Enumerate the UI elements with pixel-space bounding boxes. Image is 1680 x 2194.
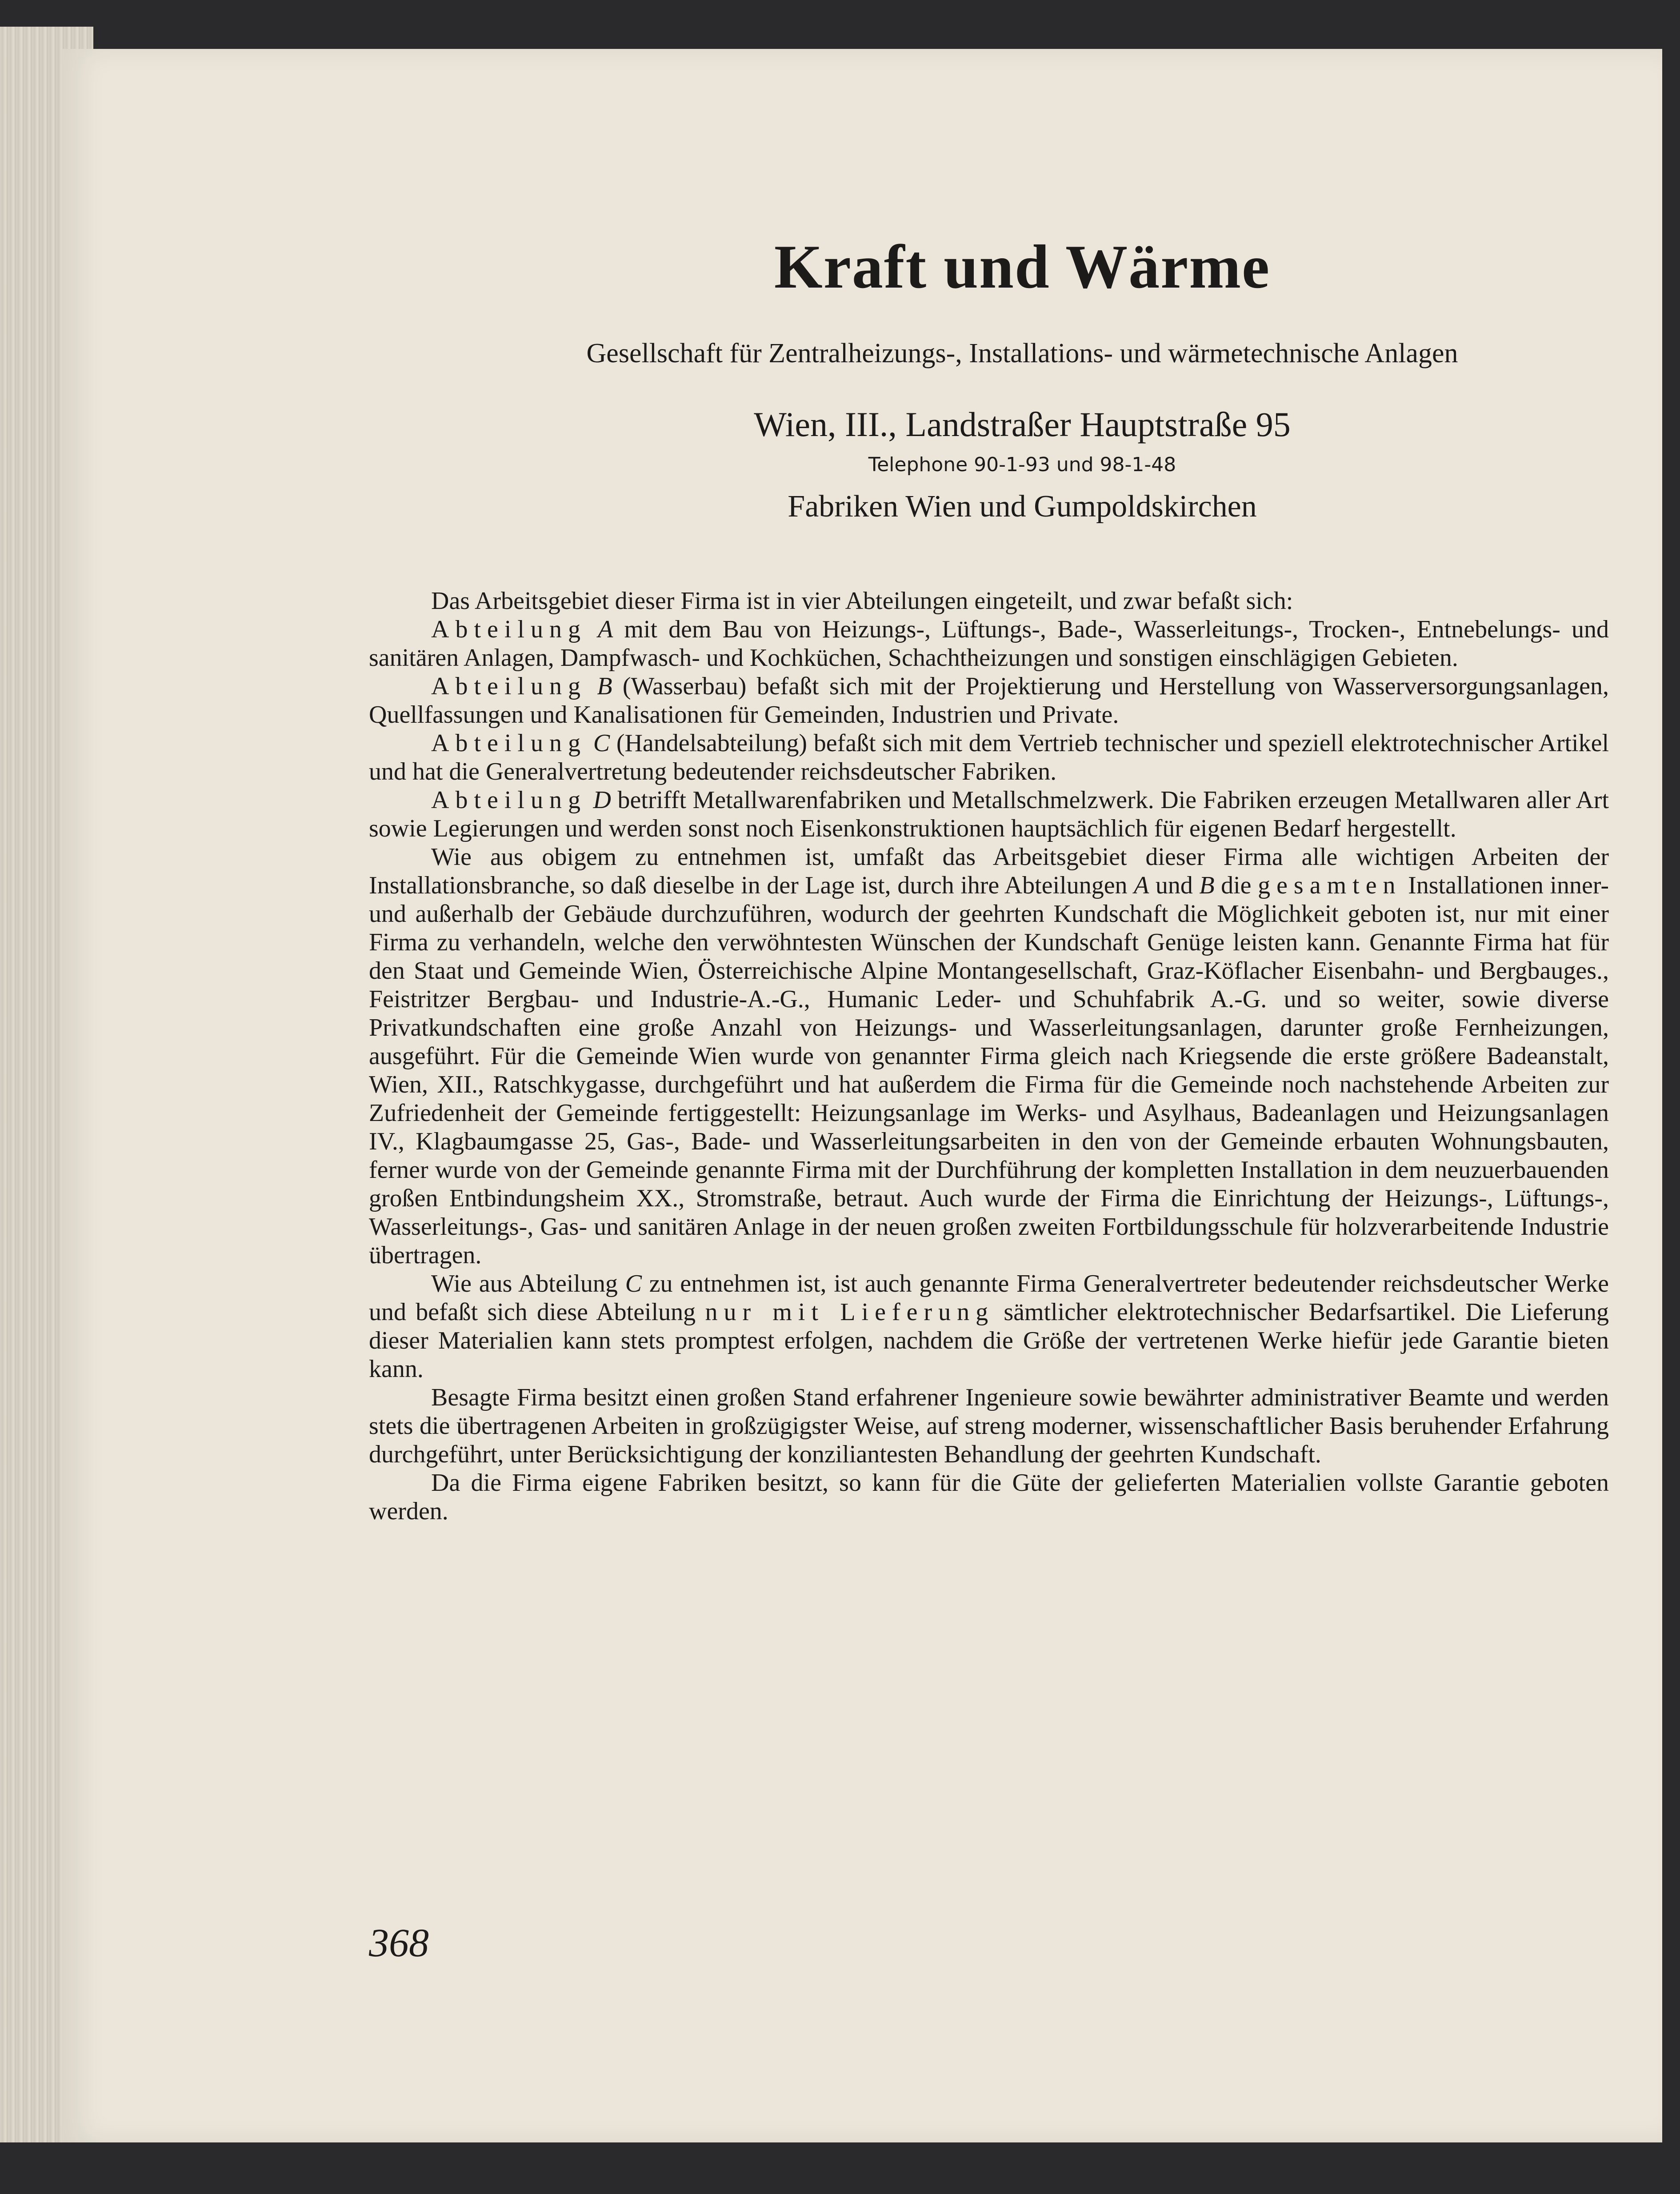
page-title: Kraft und Wärme [774,232,1271,301]
supply-text-part: Wie aus Abteilung [431,1270,618,1297]
abteilung-d-text: betrifft Metallwarenfabriken und Metallschmelzwerk. Die Fabriken erzeugen Metallwaren aller Art sowie Legierungen und werden sonst noch Eisenkonstruktionen hauptsächlich für eigenen Bedarf hergestellt. [369,786,1609,842]
supply-text-part: zu entnehmen ist, ist auch genannte Firma Generalvertreter bedeutender reichsdeutscher Werke und befaßt sich diese Abteilung [369,1270,1609,1326]
overview-text-part: Wie aus obigem zu entnehmen ist, umfaßt das Arbeitsgebiet dieser Firma alle wichtigen Arbeiten der Installationsbranche, so daß dieselbe in der Lage ist, durch ihre Abteilungen [369,843,1609,899]
page-number: 368 [369,1921,429,1965]
company-address: Wien, III., Landstraßer Hauptstraße 95 [754,405,1291,444]
company-phone: Telephone 90-1-93 und 98-1-48 [868,453,1176,476]
overview-text-part: und [1155,872,1193,899]
emphasis-gesamten: gesamten [1258,872,1402,899]
paragraph-abteilung-b [369,672,1609,729]
abteilung-letter: B [1199,872,1215,899]
abteilung-letter: C [593,729,610,757]
abteilung-b-text: (Wasserbau) befaßt sich mit der Projektierung und Herstellung von Wasserversorgungsanlagen, Quellfassungen und Kanalisationen für Gemeinden, Industrien und Private. [369,673,1609,729]
emphasis-lieferung: nur mit Lieferung [705,1298,995,1326]
paragraph-abteilung-c [369,729,1609,786]
overview-text-part: Installationen inner- und außerhalb der Gebäude durchzuführen, wodurch der geehrten Kundschaft die Möglichkeit geboten ist, nur mit einer Firma zu verhandeln, welche den verwöhntesten Wünschen der Kundschaft Genüge leisten kann. Genannte Firma hat für den Staat und Gemeinde Wien, Österreichische Alpine Montangesellschaft, Graz-Köflacher Eisenbahn- und Bergbauges., Feistritzer Bergbau- und Industrie-A.-G., Humanic Leder- und Schuhfabrik A.-G. und so weiter, sowie diverse Privatkundschaften eine große Anzahl von Heizungs- und Wasserleitungsanlagen, darunter große Fernheizungen, ausgeführt. Für die Gemeinde Wien wurde von genannter Firma gleich nach Kriegsende die erste größere Badeanstalt, Wien, XII., Ratschkygasse, durchgeführt und hat außerdem die Firma für die Gemeinde noch nachstehende Arbeiten zur Zufriedenheit der Gemeinde fertiggestellt: Heizungsanlage im Werks- und Asylhaus, Badeanlagen und Heizungsanlagen IV., Klagbaumgasse 25, Gas-, Bade- und Wasserleitungsarbeiten in den von der Gemeinde erbauten Wohnungsbauten, ferner wurde von der Gemeinde genannte Firma mit der Durchführung der kompletten Installation in dem neuzuerbauenden großen Entbindungsheim XX., Stromstraße, betraut. Auch wurde der Firma die Einrichtung der Heizungs-, Lüftungs-, Wasserleitungs-, Gas- und sanitären Anlage in der neuen großen zweiten Fortbildungsschule für holzverarbeitende Industrie übertragen. [369,872,1609,1269]
paragraph-overview [369,843,1609,1269]
company-subtitle: Gesellschaft für Zentralheizungs-, Installations- und wärmetechnische Anlagen [586,338,1458,368]
paragraph-supply [369,1269,1609,1383]
paragraph-guarantee: Da die Firma eigene Fabriken besitzt, so kann für die Güte der gelieferten Materialien vollste Garantie geboten werden. [369,1469,1609,1525]
supply-text-part: sämtlicher elektrotechnischer Bedarfsartikel. Die Lieferung dieser Materialien kann stets promptest erfolgen, nachdem die Größe der vertretenen Werke hiefür jede Garantie bieten kann. [369,1298,1609,1383]
body-text [369,587,1609,1525]
abteilung-a-text: mit dem Bau von Heizungs-, Lüftungs-, Bade-, Wasserleitungs-, Trocken-, Entnebelungs- und sanitären Anlagen, Dampfwasch- und Kochküchen, Schachtheizungen und sonstigen einschlägigen Gebieten. [369,616,1609,672]
paragraph-engineers: Besagte Firma besitzt einen großen Stand erfahrener Ingenieure sowie bewährter administrativer Beamte und werden stets die übertragenen Arbeiten in großzügigster Weise, auf streng moderner, wissenschaftlicher Basis beruhender Erfahrung durchgeführt, unter Berücksichtigung der konziliantesten Behandlung der geehrten Kundschaft. [369,1384,1609,1468]
document-page [62,49,1662,2142]
abteilung-letter: A [1134,872,1149,899]
abteilung-label: Abteilung [431,673,587,700]
overview-text-part: die [1221,872,1252,899]
paragraph-abteilung-a [369,615,1609,672]
abteilung-label: Abteilung [431,729,587,757]
company-factories: Fabriken Wien und Gumpoldskirchen [788,489,1257,524]
abteilung-label: Abteilung [431,616,587,643]
abteilung-letter: B [597,673,612,700]
paragraph-intro: Das Arbeitsgebiet dieser Firma ist in vier Abteilungen eingeteilt, und zwar befaßt sich: [431,587,1293,615]
abteilung-letter: C [625,1270,642,1297]
paragraph-abteilung-d [369,786,1609,843]
abteilung-c-text: (Handelsabteilung) befaßt sich mit dem Vertrieb technischer und speziell elektrotechnischer Artikel und hat die Generalvertretung bedeutender reichsdeutscher Fabriken. [369,729,1609,785]
abteilung-letter: D [593,786,611,814]
abteilung-label: Abteilung [431,786,587,814]
abteilung-letter: A [598,616,613,643]
